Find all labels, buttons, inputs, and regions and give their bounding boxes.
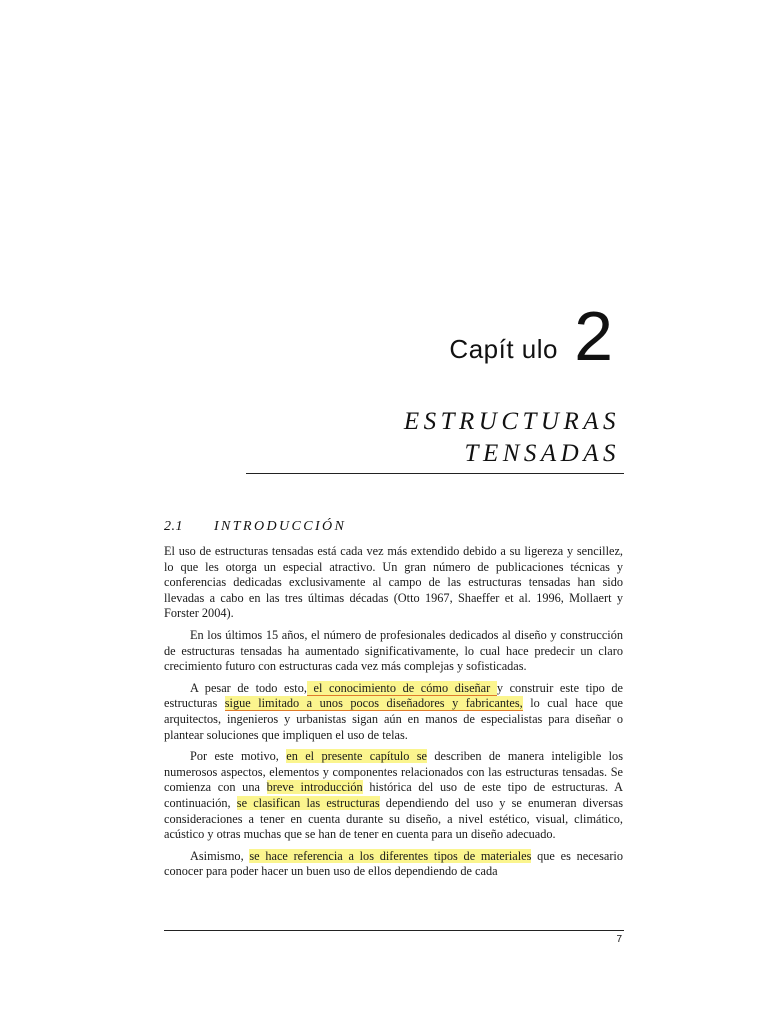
section-number: 2.1 (164, 519, 183, 534)
text-run: lo cual hace que arquitectos, ingenieros y urbanistas sigan aún en manos de especialistas para diseñar o plantear soluciones que impliquen el uso de telas. (164, 696, 623, 742)
text-run: Asimismo, (190, 848, 250, 863)
chapter-title-line-2: TENSADAS (464, 440, 620, 467)
highlighted-text: se hace referencia a los diferentes tipos de materiales (249, 848, 532, 863)
chapter-title (200, 406, 620, 470)
highlighted-text: se clasifican las estructuras (236, 795, 380, 810)
highlighted-text: sigue limitado a unos pocos diseñadores y fabricantes, (224, 696, 523, 711)
chapter-title-line-1: ESTRUCTURAS (403, 408, 620, 435)
paragraph-1 (164, 544, 623, 622)
paragraph-5 (164, 849, 623, 880)
paragraph-3 (164, 681, 623, 743)
text-run: describen de manera inteligible los numerosos aspectos, elementos y componentes relacionados con las estructuras tensadas. Se comienza con una (164, 749, 623, 795)
section-title: INTRODUCCIÓN (214, 519, 347, 534)
title-divider (246, 473, 624, 474)
highlighted-text: en el presente capítulo se (286, 749, 428, 764)
paragraph-2 (164, 628, 623, 675)
text-run: A pesar de todo esto, (190, 680, 307, 695)
text-run: histórica del uso de este tipo de estructuras. A continuación, (164, 780, 623, 810)
chapter-number: 2 (574, 297, 613, 375)
paragraph-4 (164, 749, 623, 843)
highlighted-text: el conocimiento de cómo diseñar (306, 680, 497, 695)
page-number: 7 (616, 934, 622, 945)
text-run: El uso de estructuras tensadas está cada vez más extendido debido a su ligereza y sencillez, lo que les otorga un especial atractivo. Un gran número de publicaciones técnicas y conferencias dedicadas exclusivamente al campo de las estructuras tensadas han sido llevadas a cabo en las tres últimas décadas (Otto 1967, Shaeffer et al. 1996, Mollaert y Forster 2004). (164, 544, 623, 621)
text-run: En los últimos 15 años, el número de profesionales dedicados al diseño y construcción de estructuras tensadas ha aumentado significativamente, lo cual hace predecir un claro crecimiento futuro con estructuras cada vez más complejas y sofisticadas. (164, 627, 623, 674)
text-run: y construir este tipo de estructuras (164, 680, 623, 711)
text-run: dependiendo del uso y se enumeran diversas consideraciones a tener en cuenta durante su diseño, a nivel estético, visual, climático, acústico y otras muchas que se han de tener en cuenta para un diseño adecuado. (164, 795, 623, 842)
footer-divider (164, 930, 624, 931)
text-run: Por este motivo, (190, 749, 287, 764)
section-heading (164, 519, 346, 535)
text-run: que es necesario conocer para poder hacer un buen uso de ellos dependiendo de cada (164, 848, 623, 879)
body-text (164, 544, 623, 886)
chapter-label: Capít ulo (449, 334, 558, 364)
highlighted-text: breve introducción (266, 780, 363, 795)
